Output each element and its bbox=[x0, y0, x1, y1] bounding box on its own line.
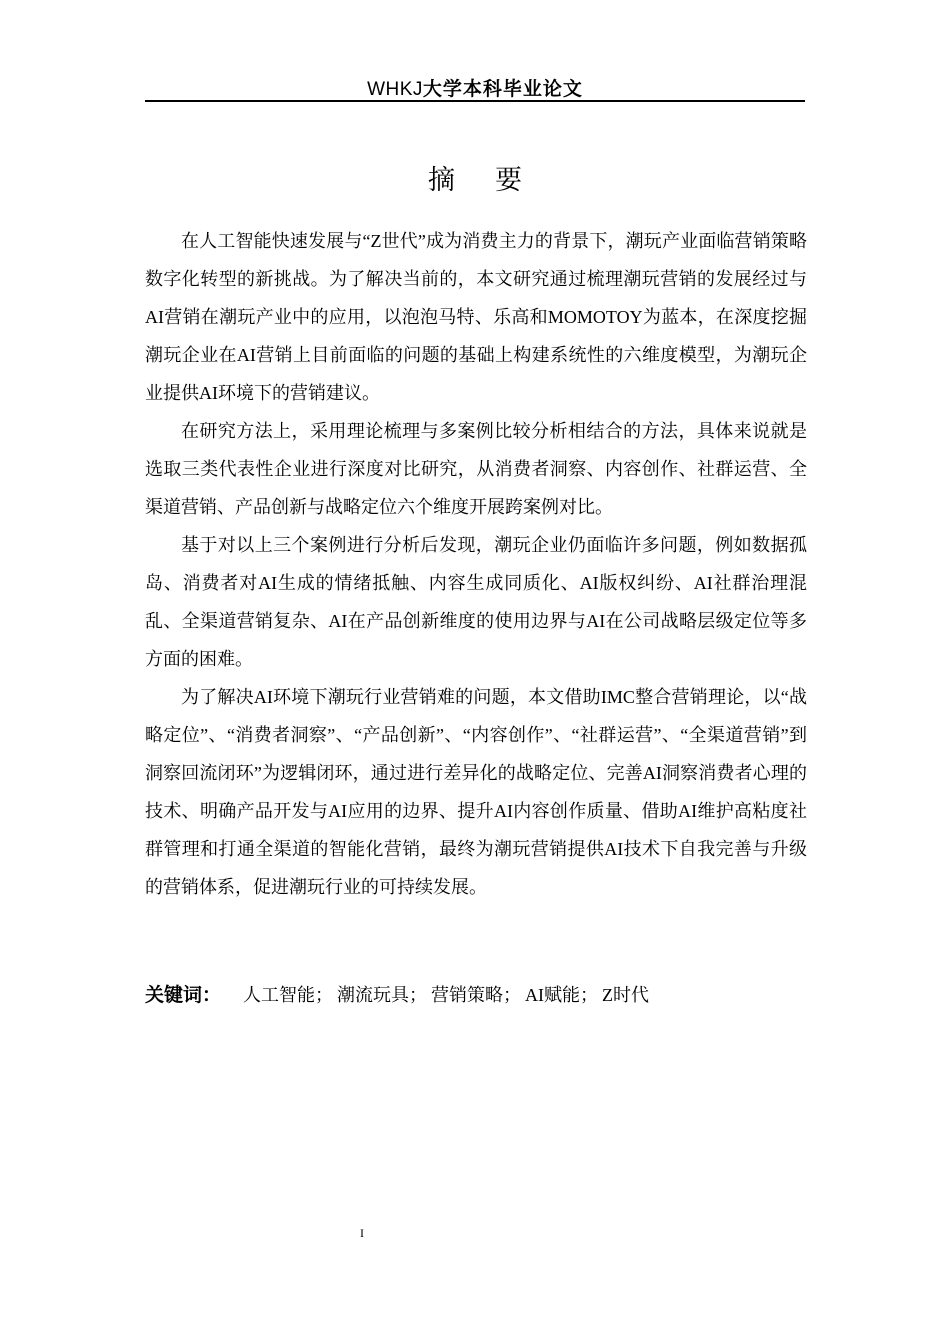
abstract-paragraph-2: 在研究方法上，采用理论梳理与多案例比较分析相结合的方法，具体来说就是选取三类代表性企业进行深度对比研究，从消费者洞察、内容创作、社群运营、全渠道营销、产品创新与战略定位六个维度开展跨案例对比。 bbox=[145, 421, 807, 517]
keyword-5: Z时代 bbox=[602, 985, 650, 1005]
running-header bbox=[145, 70, 805, 102]
abstract-paragraph-4: 为了解决AI环境下潮玩行业营销难的问题，本文借助IMC整合营销理论，以“战略定位”、“消费者洞察”、“产品创新”、“内容创作”、“社群运营”、“全渠道营销”到洞察回流闭环”为逻辑闭环，通过进行差异化的战略定位、完善AI洞察消费者心理的技术、明确产品开发与AI应用的边界、提升AI内容创作质量、借助AI维护高粘度社群管理和打通全渠道的智能化营销，最终为潮玩营销提供AI技术下自我完善与升级的营销体系，促进潮玩行业的可持续发展。 bbox=[145, 687, 807, 897]
keyword-3: 营销策略； bbox=[431, 985, 522, 1005]
abstract-paragraph-3: 基于对以上三个案例进行分析后发现，潮玩企业仍面临许多问题，例如数据孤岛、消费者对AI生成的情绪抵触、内容生成同质化、AI版权纠纷、AI社群治理混乱、全渠道营销复杂、AI在产品创新维度的使用边界与AI在公司战略层级定位等多方面的困难。 bbox=[145, 535, 807, 669]
header-title bbox=[367, 74, 583, 101]
keywords-label: 关键词： bbox=[145, 984, 222, 1006]
page-number: I bbox=[360, 1226, 364, 1240]
header-school-code: WHKJ bbox=[367, 79, 423, 100]
keyword-4: AI赋能； bbox=[525, 985, 599, 1005]
keyword-2: 潮流玩具； bbox=[337, 985, 428, 1005]
keyword-1: 人工智能； bbox=[243, 985, 334, 1005]
keywords-line bbox=[145, 979, 807, 1011]
abstract-body bbox=[145, 222, 807, 906]
abstract-paragraph-1: 在人工智能快速发展与“Z世代”成为消费主力的背景下，潮玩产业面临营销策略数字化转型的新挑战。为了解决当前的，本文研究通过梳理潮玩营销的发展经过与AI营销在潮玩产业中的应用，以泡泡马特、乐高和MOMOTOY为蓝本，在深度挖掘潮玩企业在AI营销上目前面临的问题的基础上构建系统性的六维度模型，为潮玩企业提供AI环境下的营销建议。 bbox=[145, 231, 807, 403]
header-thesis-type: 大学本科毕业论文 bbox=[422, 78, 583, 100]
abstract-title: 摘要 bbox=[428, 165, 562, 196]
